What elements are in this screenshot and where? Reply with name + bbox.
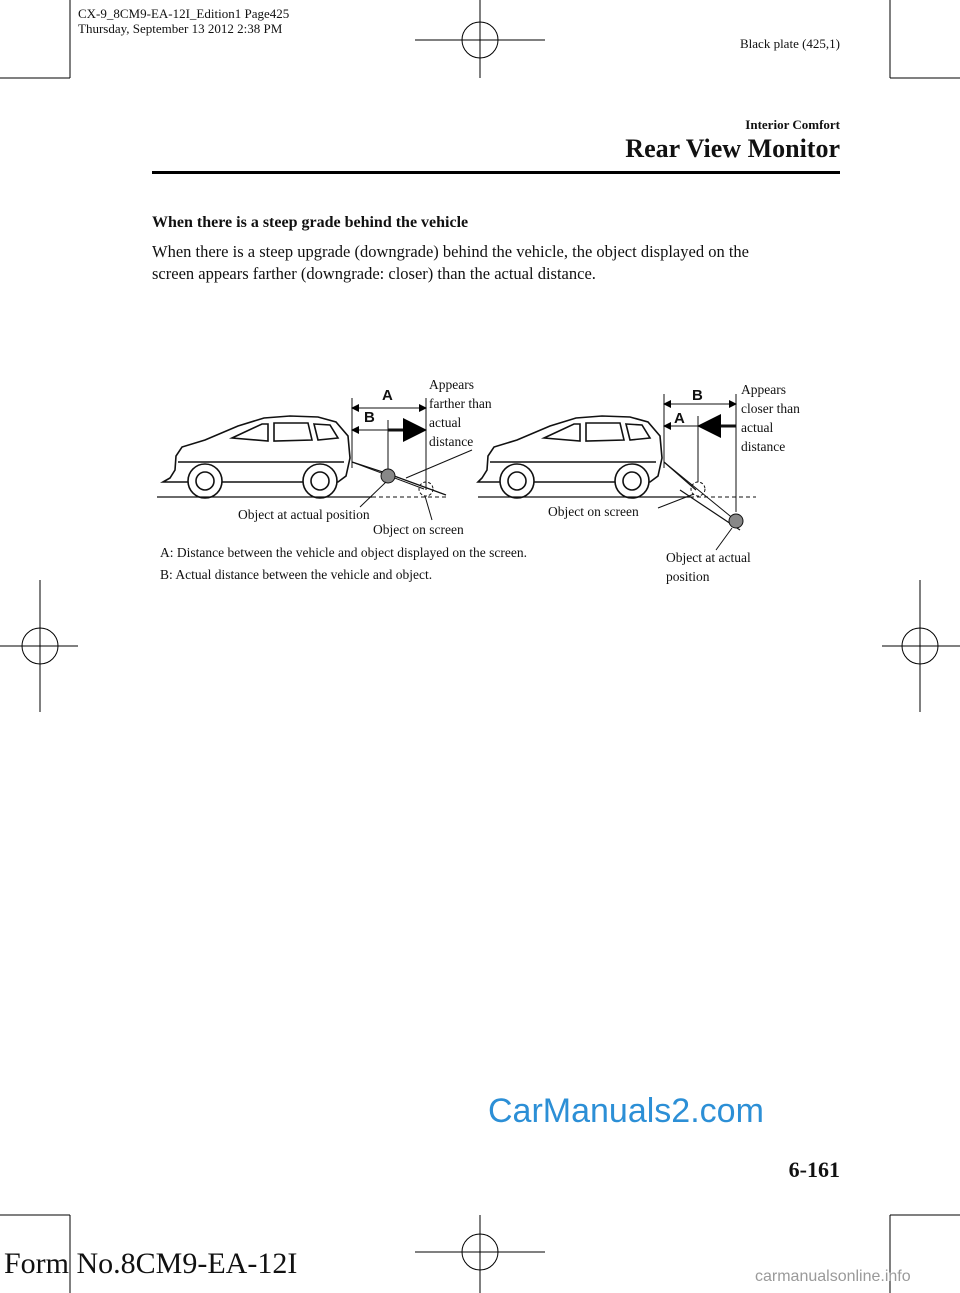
left-object-actual-icon <box>381 469 395 483</box>
left-note <box>429 375 492 451</box>
right-label-a: A <box>674 410 685 427</box>
left-label-a: A <box>382 387 393 404</box>
right-label-b: B <box>692 387 703 404</box>
watermark-site[interactable]: carmanualsonline.info <box>755 1268 911 1285</box>
right-leader-screen <box>658 494 694 508</box>
section-label: Interior Comfort <box>745 117 840 132</box>
left-actual-caption: Object at actual position <box>238 507 370 522</box>
watermark-logo[interactable]: CarManuals2.com <box>488 1092 764 1130</box>
left-leader-screen <box>425 496 432 520</box>
right-actual-line-1: Object at actual <box>666 550 751 565</box>
right-note-line-4: distance <box>741 439 786 454</box>
right-note-line-1: Appears <box>741 382 786 397</box>
paragraph-line-1: When there is a steep upgrade (downgrade) behind the vehicle, the object displayed on the <box>152 242 749 261</box>
legend-a: A: Distance between the vehicle and object displayed on the screen. <box>160 545 527 560</box>
legend-b: B: Actual distance between the vehicle and object. <box>160 567 433 582</box>
left-note-line-3: actual <box>429 415 462 430</box>
left-note-line-1: Appears <box>429 377 474 392</box>
subheading: When there is a steep grade behind the vehicle <box>152 214 469 231</box>
left-note-line-4: distance <box>429 434 474 449</box>
right-note <box>741 380 800 456</box>
paragraph-line-2: screen appears farther (downgrade: closer) than the actual distance. <box>152 264 596 283</box>
right-vehicle-icon <box>478 416 662 498</box>
right-leader-actual <box>716 528 732 550</box>
right-object-actual-icon <box>729 514 743 528</box>
left-leader-actual <box>360 482 386 507</box>
left-note-line-2: farther than <box>429 396 492 411</box>
right-actual-line-2: position <box>666 569 710 584</box>
right-note-line-2: closer than <box>741 401 800 416</box>
section-title: Rear View Monitor <box>625 134 840 163</box>
print-file-line: CX-9_8CM9-EA-12I_Edition1 Page425 <box>78 6 290 21</box>
page-number: 6-161 <box>788 1157 840 1182</box>
form-number: Form No.8CM9-EA-12I <box>4 1247 298 1280</box>
left-leader-note <box>406 450 472 478</box>
print-plate: Black plate (425,1) <box>740 36 840 51</box>
right-note-line-3: actual <box>741 420 774 435</box>
print-date-line: Thursday, September 13 2012 2:38 PM <box>78 21 283 36</box>
right-screen-caption: Object on screen <box>548 504 639 519</box>
right-actual-caption <box>666 548 751 586</box>
left-label-b: B <box>364 409 375 426</box>
left-vehicle-icon <box>163 416 350 498</box>
left-screen-caption: Object on screen <box>373 522 464 537</box>
